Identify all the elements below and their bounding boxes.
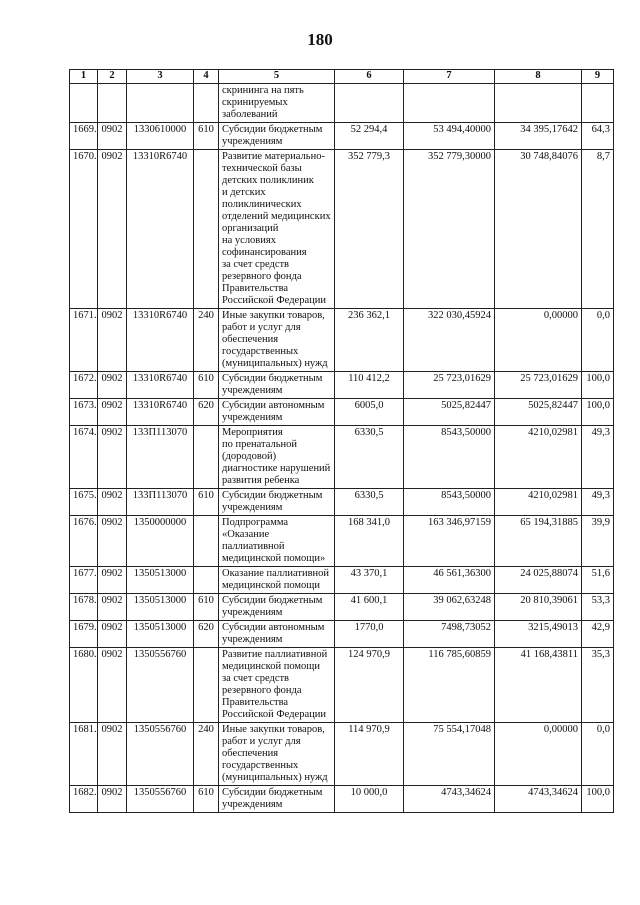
execution-percent-cell: 35,3: [582, 648, 614, 723]
execution-percent-cell: 8,7: [582, 150, 614, 309]
executed-amount-cell: 65 194,31885: [495, 516, 582, 567]
approved-amount-cell: 4743,34624: [404, 786, 495, 813]
executed-amount-cell: 30 748,84076: [495, 150, 582, 309]
execution-percent-cell: 100,0: [582, 372, 614, 399]
section-code-cell: 0902: [98, 123, 127, 150]
header-cell: 7: [404, 70, 495, 84]
approved-amount-cell: 322 030,45924: [404, 309, 495, 372]
executed-amount-cell: 0,00000: [495, 309, 582, 372]
expense-type-cell: 610: [194, 489, 219, 516]
target-article-cell: 133П113070: [127, 426, 194, 489]
approved-amount-cell: 116 785,60859: [404, 648, 495, 723]
plan-amount-cell: 1770,0: [335, 621, 404, 648]
table-row: [70, 621, 614, 648]
executed-amount-cell: 4210,02981: [495, 426, 582, 489]
table-row: [70, 648, 614, 723]
executed-amount-cell: 0,00000: [495, 723, 582, 786]
execution-percent-cell: 0,0: [582, 723, 614, 786]
row-number-cell: 1672.: [70, 372, 98, 399]
row-number-cell: 1678.: [70, 594, 98, 621]
table-row: [70, 309, 614, 372]
expense-type-cell: 240: [194, 309, 219, 372]
section-code-cell: 0902: [98, 786, 127, 813]
plan-amount-cell: 6330,5: [335, 489, 404, 516]
item-name-cell: Субсидии бюджетным учреждениям: [219, 489, 335, 516]
section-code-cell: 0902: [98, 516, 127, 567]
execution-percent-cell: 100,0: [582, 399, 614, 426]
expense-type-cell: [194, 84, 219, 123]
section-code-cell: 0902: [98, 594, 127, 621]
section-code-cell: 0902: [98, 621, 127, 648]
plan-amount-cell: 41 600,1: [335, 594, 404, 621]
executed-amount-cell: 5025,82447: [495, 399, 582, 426]
header-cell: 2: [98, 70, 127, 84]
execution-percent-cell: [582, 84, 614, 123]
expense-type-cell: [194, 567, 219, 594]
execution-percent-cell: 64,3: [582, 123, 614, 150]
approved-amount-cell: 8543,50000: [404, 489, 495, 516]
approved-amount-cell: 163 346,97159: [404, 516, 495, 567]
row-number-cell: 1682.: [70, 786, 98, 813]
header-row: [70, 70, 614, 84]
approved-amount-cell: 25 723,01629: [404, 372, 495, 399]
header-cell: 6: [335, 70, 404, 84]
execution-percent-cell: 53,3: [582, 594, 614, 621]
item-name-cell: Субсидии автономным учреждениям: [219, 621, 335, 648]
execution-percent-cell: 49,3: [582, 426, 614, 489]
item-name-cell: Мероприятия по пренатальной (дородовой) диагностике нарушений развития ребенка: [219, 426, 335, 489]
approved-amount-cell: [404, 84, 495, 123]
executed-amount-cell: 24 025,88074: [495, 567, 582, 594]
plan-amount-cell: 10 000,0: [335, 786, 404, 813]
item-name-cell: Субсидии бюджетным учреждениям: [219, 372, 335, 399]
target-article-cell: 1350513000: [127, 621, 194, 648]
table-row: [70, 594, 614, 621]
target-article-cell: [127, 84, 194, 123]
plan-amount-cell: 168 341,0: [335, 516, 404, 567]
row-number-cell: [70, 84, 98, 123]
target-article-cell: 13310R6740: [127, 372, 194, 399]
item-name-cell: Субсидии автономным учреждениям: [219, 399, 335, 426]
target-article-cell: 13310R6740: [127, 309, 194, 372]
executed-amount-cell: 3215,49013: [495, 621, 582, 648]
row-number-cell: 1677.: [70, 567, 98, 594]
row-number-cell: 1680.: [70, 648, 98, 723]
target-article-cell: 133П113070: [127, 489, 194, 516]
row-number-cell: 1670.: [70, 150, 98, 309]
header-cell: 4: [194, 70, 219, 84]
approved-amount-cell: 39 062,63248: [404, 594, 495, 621]
section-code-cell: 0902: [98, 426, 127, 489]
section-code-cell: 0902: [98, 489, 127, 516]
plan-amount-cell: 124 970,9: [335, 648, 404, 723]
execution-percent-cell: 39,9: [582, 516, 614, 567]
section-code-cell: 0902: [98, 399, 127, 426]
approved-amount-cell: 46 561,36300: [404, 567, 495, 594]
table-row: [70, 399, 614, 426]
item-name-cell: Субсидии бюджетным учреждениям: [219, 594, 335, 621]
header-cell: 5: [219, 70, 335, 84]
execution-percent-cell: 49,3: [582, 489, 614, 516]
target-article-cell: 1330610000: [127, 123, 194, 150]
table-row: [70, 786, 614, 813]
item-name-cell: Подпрограмма «Оказание паллиативной медицинской помощи»: [219, 516, 335, 567]
item-name-cell: Иные закупки товаров, работ и услуг для обеспечения государственных (муниципальных) нужд: [219, 723, 335, 786]
execution-percent-cell: 100,0: [582, 786, 614, 813]
target-article-cell: 1350556760: [127, 723, 194, 786]
row-number-cell: 1679.: [70, 621, 98, 648]
expense-type-cell: [194, 426, 219, 489]
plan-amount-cell: 43 370,1: [335, 567, 404, 594]
table-row: [70, 723, 614, 786]
expense-type-cell: 620: [194, 621, 219, 648]
target-article-cell: 13310R6740: [127, 150, 194, 309]
table-body: [70, 84, 614, 813]
target-article-cell: 1350513000: [127, 567, 194, 594]
row-number-cell: 1671.: [70, 309, 98, 372]
executed-amount-cell: 4743,34624: [495, 786, 582, 813]
execution-percent-cell: 51,6: [582, 567, 614, 594]
approved-amount-cell: 7498,73052: [404, 621, 495, 648]
executed-amount-cell: 4210,02981: [495, 489, 582, 516]
row-number-cell: 1681.: [70, 723, 98, 786]
expense-type-cell: 610: [194, 786, 219, 813]
item-name-cell: Субсидии бюджетным учреждениям: [219, 123, 335, 150]
expense-type-cell: [194, 648, 219, 723]
expense-type-cell: 610: [194, 372, 219, 399]
budget-table: [69, 69, 614, 813]
executed-amount-cell: 20 810,39061: [495, 594, 582, 621]
section-code-cell: 0902: [98, 567, 127, 594]
item-name-cell: Развитие паллиативной медицинской помощи за счет средств резервного фонда Правительства Российской Федерации: [219, 648, 335, 723]
item-name-cell: Развитие материально- технической базы детских поликлиник и детских поликлинических отделений медицинских организаций на условиях софинансирования за счет средств резервного фонда Правительства Российской Федерации: [219, 150, 335, 309]
item-name-cell: Субсидии бюджетным учреждениям: [219, 786, 335, 813]
item-name-cell: Оказание паллиативной медицинской помощи: [219, 567, 335, 594]
row-number-cell: 1675.: [70, 489, 98, 516]
plan-amount-cell: 52 294,4: [335, 123, 404, 150]
table-row: [70, 516, 614, 567]
header-cell: 1: [70, 70, 98, 84]
expense-type-cell: 240: [194, 723, 219, 786]
table-row: [70, 567, 614, 594]
row-number-cell: 1674.: [70, 426, 98, 489]
table-row: [70, 489, 614, 516]
table-row: [70, 84, 614, 123]
section-code-cell: 0902: [98, 309, 127, 372]
execution-percent-cell: 42,9: [582, 621, 614, 648]
target-article-cell: 1350000000: [127, 516, 194, 567]
approved-amount-cell: 53 494,40000: [404, 123, 495, 150]
target-article-cell: 1350556760: [127, 786, 194, 813]
executed-amount-cell: 34 395,17642: [495, 123, 582, 150]
expense-type-cell: [194, 150, 219, 309]
section-code-cell: 0902: [98, 372, 127, 399]
execution-percent-cell: 0,0: [582, 309, 614, 372]
expense-type-cell: 620: [194, 399, 219, 426]
section-code-cell: 0902: [98, 150, 127, 309]
expense-type-cell: [194, 516, 219, 567]
approved-amount-cell: 5025,82447: [404, 399, 495, 426]
plan-amount-cell: 236 362,1: [335, 309, 404, 372]
approved-amount-cell: 8543,50000: [404, 426, 495, 489]
expense-type-cell: 610: [194, 123, 219, 150]
target-article-cell: 1350513000: [127, 594, 194, 621]
table-row: [70, 372, 614, 399]
header-cell: 3: [127, 70, 194, 84]
row-number-cell: 1676.: [70, 516, 98, 567]
row-number-cell: 1673.: [70, 399, 98, 426]
plan-amount-cell: 6330,5: [335, 426, 404, 489]
expense-type-cell: 610: [194, 594, 219, 621]
executed-amount-cell: [495, 84, 582, 123]
target-article-cell: 1350556760: [127, 648, 194, 723]
approved-amount-cell: 75 554,17048: [404, 723, 495, 786]
executed-amount-cell: 25 723,01629: [495, 372, 582, 399]
plan-amount-cell: [335, 84, 404, 123]
plan-amount-cell: 114 970,9: [335, 723, 404, 786]
header-cell: 9: [582, 70, 614, 84]
target-article-cell: 13310R6740: [127, 399, 194, 426]
item-name-cell: Иные закупки товаров, работ и услуг для обеспечения государственных (муниципальных) нужд: [219, 309, 335, 372]
table-row: [70, 123, 614, 150]
table-row: [70, 426, 614, 489]
item-name-cell: скрининга на пять скринируемых заболеваний: [219, 84, 335, 123]
executed-amount-cell: 41 168,43811: [495, 648, 582, 723]
row-number-cell: 1669.: [70, 123, 98, 150]
header-cell: 8: [495, 70, 582, 84]
plan-amount-cell: 110 412,2: [335, 372, 404, 399]
page-number: 180: [307, 30, 333, 49]
section-code-cell: 0902: [98, 723, 127, 786]
section-code-cell: 0902: [98, 648, 127, 723]
approved-amount-cell: 352 779,30000: [404, 150, 495, 309]
plan-amount-cell: 352 779,3: [335, 150, 404, 309]
plan-amount-cell: 6005,0: [335, 399, 404, 426]
table-row: [70, 150, 614, 309]
section-code-cell: [98, 84, 127, 123]
